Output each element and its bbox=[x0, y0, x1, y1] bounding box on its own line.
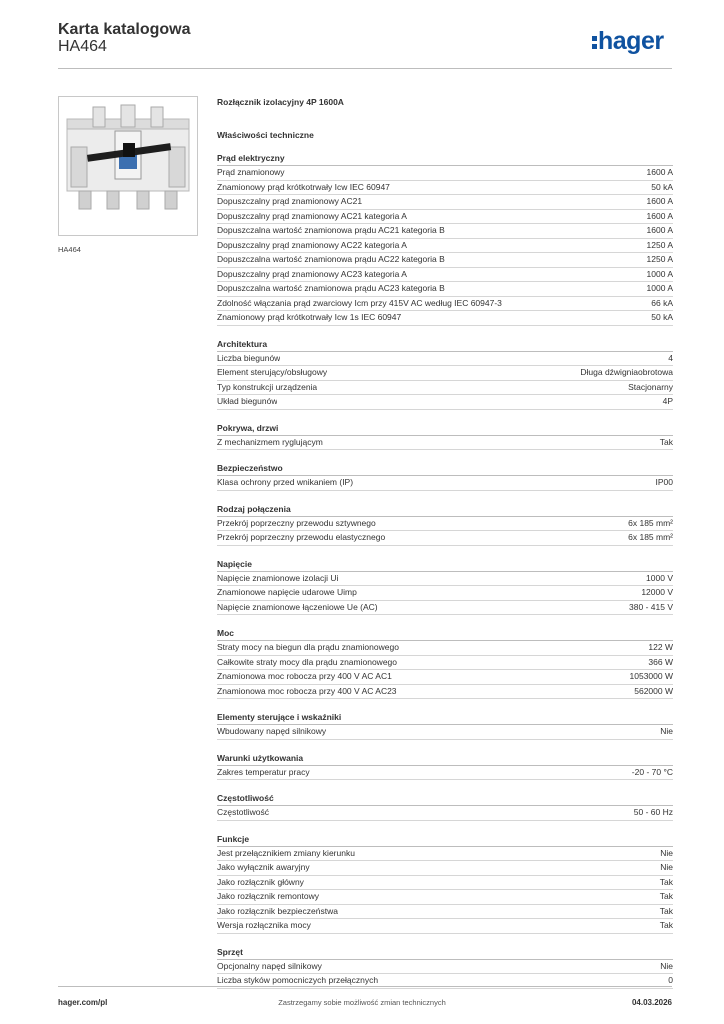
spec-row bbox=[217, 181, 673, 196]
spec-label: Straty mocy na biegun dla prądu znamionowego bbox=[217, 642, 399, 652]
spec-value: 1000 V bbox=[646, 572, 673, 583]
spec-row bbox=[217, 531, 673, 546]
spec-label: Jako rozłącznik główny bbox=[217, 876, 304, 887]
section-title: Rodzaj połączenia bbox=[217, 503, 673, 517]
spec-value: 50 kA bbox=[651, 181, 673, 192]
spec-section bbox=[217, 752, 673, 781]
spec-label: Jako rozłącznik remontowy bbox=[217, 891, 320, 901]
spec-label: Napięcie znamionowe izolacji Ui bbox=[217, 572, 339, 583]
spec-value: 1600 A bbox=[646, 167, 673, 177]
product-code: HA464 bbox=[58, 38, 107, 55]
spec-label: Znamionowy prąd krótkotrwały Icw IEC 60947 bbox=[217, 181, 390, 192]
spec-value: Tak bbox=[659, 920, 673, 930]
spec-value: 12000 V bbox=[641, 587, 673, 597]
spec-value: 0 bbox=[668, 975, 673, 985]
spec-value: 66 kA bbox=[651, 297, 673, 308]
logo-colon-icon bbox=[592, 33, 597, 52]
spec-row bbox=[217, 601, 673, 616]
spec-section bbox=[217, 627, 673, 699]
spec-value: 6x 185 mm² bbox=[628, 532, 673, 542]
spec-label: Jest przełącznikiem zmiany kierunku bbox=[217, 847, 355, 858]
spec-label: Całkowite straty mocy dla prądu znamionowego bbox=[217, 656, 398, 667]
product-image bbox=[58, 96, 198, 236]
spec-value: 4P bbox=[662, 396, 673, 406]
spec-section bbox=[217, 503, 673, 546]
spec-label: Dopuszczalny prąd znamionowy AC21 bbox=[217, 196, 363, 206]
spec-value: 380 - 415 V bbox=[629, 601, 673, 612]
spec-value: 1600 A bbox=[646, 210, 673, 221]
spec-row bbox=[217, 766, 673, 781]
spec-label: Typ konstrukcji urządzenia bbox=[217, 381, 318, 392]
spec-value: 1000 A bbox=[646, 283, 673, 293]
spec-value: Tak bbox=[659, 436, 673, 447]
spec-label: Częstotliwość bbox=[217, 807, 269, 817]
spec-row bbox=[217, 253, 673, 268]
section-title: Bezpieczeństwo bbox=[217, 462, 673, 476]
section-title: Moc bbox=[217, 627, 673, 641]
spec-value: 1600 A bbox=[646, 196, 673, 206]
spec-row bbox=[217, 847, 673, 862]
spec-label: Liczba styków pomocniczych przełącznych bbox=[217, 975, 379, 985]
section-title: Częstotliwość bbox=[217, 792, 673, 806]
spec-row bbox=[217, 352, 673, 367]
spec-label: Jako wyłącznik awaryjny bbox=[217, 862, 310, 872]
spec-row bbox=[217, 919, 673, 934]
spec-row bbox=[217, 366, 673, 381]
spec-row bbox=[217, 517, 673, 532]
spec-label: Klasa ochrony przed wnikaniem (IP) bbox=[217, 477, 354, 487]
spec-row bbox=[217, 656, 673, 671]
spec-row bbox=[217, 890, 673, 905]
section-title: Funkcje bbox=[217, 833, 673, 847]
spec-value: Tak bbox=[659, 891, 673, 901]
spec-label: Znamionowe napięcie udarowe Uimp bbox=[217, 587, 357, 597]
spec-value: Nie bbox=[660, 847, 673, 858]
section-title: Prąd elektryczny bbox=[217, 152, 673, 166]
spec-row bbox=[217, 224, 673, 239]
spec-value: 1000 A bbox=[646, 268, 673, 279]
spec-section bbox=[217, 558, 673, 616]
spec-value: Tak bbox=[659, 905, 673, 916]
spec-value: 6x 185 mm² bbox=[628, 517, 673, 528]
spec-row bbox=[217, 166, 673, 181]
spec-label: Wbudowany napęd silnikowy bbox=[217, 726, 327, 736]
spec-label: Z mechanizmem ryglującym bbox=[217, 436, 323, 447]
footer-website-link[interactable]: hager.com/pl bbox=[58, 998, 108, 1007]
section-title: Sprzęt bbox=[217, 946, 673, 960]
spec-row bbox=[217, 806, 673, 821]
spec-row bbox=[217, 476, 673, 491]
spec-value: Nie bbox=[660, 726, 673, 736]
spec-content bbox=[217, 96, 673, 989]
spec-sections bbox=[217, 152, 673, 989]
spec-label: Przekrój poprzeczny przewodu sztywnego bbox=[217, 517, 376, 528]
spec-label: Jako rozłącznik bezpieczeństwa bbox=[217, 905, 338, 916]
image-caption: HA464 bbox=[58, 245, 81, 254]
spec-label: Liczba biegunów bbox=[217, 352, 281, 363]
spec-row bbox=[217, 210, 673, 225]
spec-label: Napięcie znamionowe łączeniowe Ue (AC) bbox=[217, 601, 378, 612]
spec-label: Dopuszczalna wartość znamionowa prądu AC22 kategoria B bbox=[217, 254, 445, 264]
spec-section bbox=[217, 152, 673, 326]
spec-label: Dopuszczalna wartość znamionowa prądu AC21 kategoria B bbox=[217, 225, 445, 235]
section-title: Napięcie bbox=[217, 558, 673, 572]
spec-value: 1053000 W bbox=[629, 671, 673, 681]
spec-value: 562000 W bbox=[634, 685, 673, 696]
logo-text: hager bbox=[598, 27, 664, 55]
spec-value: 50 - 60 Hz bbox=[633, 807, 673, 817]
spec-label: Opcjonalny napęd silnikowy bbox=[217, 960, 322, 971]
spec-section bbox=[217, 422, 673, 451]
spec-value: Tak bbox=[659, 876, 673, 887]
spec-label: Dopuszczalny prąd znamionowy AC23 kategoria A bbox=[217, 268, 407, 279]
product-title: Rozłącznik izolacyjny 4P 1600A bbox=[217, 97, 344, 107]
section-title: Elementy sterujące i wskaźniki bbox=[217, 711, 673, 725]
spec-label: Znamionowy prąd krótkotrwały Icw 1s IEC 60947 bbox=[217, 312, 402, 322]
spec-row bbox=[217, 685, 673, 700]
spec-row bbox=[217, 572, 673, 587]
footer-disclaimer: Zastrzegamy sobie możliwość zmian technicznych bbox=[278, 998, 446, 1007]
spec-label: Zakres temperatur pracy bbox=[217, 766, 310, 777]
spec-row bbox=[217, 195, 673, 210]
switch-disconnector-illustration bbox=[59, 97, 197, 235]
spec-value: Długa dźwigniaobrotowa bbox=[580, 367, 673, 377]
footer-divider bbox=[58, 986, 672, 987]
spec-section bbox=[217, 833, 673, 934]
spec-value: IP00 bbox=[655, 477, 673, 487]
spec-label: Prąd znamionowy bbox=[217, 167, 285, 177]
spec-value: 4 bbox=[668, 352, 673, 363]
spec-label: Zdolność włączania prąd zwarciowy Icm przy 415V AC według IEC 60947-3 bbox=[217, 297, 502, 308]
section-title: Warunki użytkowania bbox=[217, 752, 673, 766]
spec-label: Znamionowa moc robocza przy 400 V AC AC23 bbox=[217, 685, 397, 696]
footer-date: 04.03.2026 bbox=[631, 998, 672, 1007]
spec-section bbox=[217, 462, 673, 491]
spec-label: Przekrój poprzeczny przewodu elastycznego bbox=[217, 532, 386, 542]
document-title: Karta katalogowa bbox=[58, 21, 191, 38]
header-divider bbox=[58, 68, 672, 69]
spec-value: Nie bbox=[660, 960, 673, 971]
spec-row bbox=[217, 725, 673, 740]
spec-value: 122 W bbox=[648, 642, 673, 652]
spec-row bbox=[217, 239, 673, 254]
spec-row bbox=[217, 960, 673, 975]
spec-value: -20 - 70 °C bbox=[631, 766, 673, 777]
spec-row bbox=[217, 311, 673, 326]
spec-row bbox=[217, 436, 673, 451]
spec-label: Układ biegunów bbox=[217, 396, 278, 406]
technical-properties-heading: Właściwości techniczne bbox=[217, 130, 314, 140]
spec-row bbox=[217, 905, 673, 920]
spec-row bbox=[217, 268, 673, 283]
spec-row bbox=[217, 381, 673, 396]
spec-value: 366 W bbox=[648, 656, 673, 667]
hager-logo bbox=[592, 27, 664, 56]
spec-value: Stacjonarny bbox=[628, 381, 673, 392]
spec-label: Dopuszczalna wartość znamionowa prądu AC23 kategoria B bbox=[217, 283, 445, 293]
spec-value: 1250 A bbox=[646, 239, 673, 250]
spec-value: 1250 A bbox=[646, 254, 673, 264]
spec-label: Dopuszczalny prąd znamionowy AC21 kategoria A bbox=[217, 210, 407, 221]
spec-row bbox=[217, 395, 673, 410]
spec-row bbox=[217, 670, 673, 685]
spec-row bbox=[217, 586, 673, 601]
spec-row bbox=[217, 876, 673, 891]
spec-section bbox=[217, 792, 673, 821]
spec-row bbox=[217, 861, 673, 876]
spec-label: Dopuszczalny prąd znamionowy AC22 kategoria A bbox=[217, 239, 407, 250]
spec-value: Nie bbox=[660, 862, 673, 872]
spec-label: Element sterujący/obsługowy bbox=[217, 367, 328, 377]
spec-row bbox=[217, 282, 673, 297]
spec-row bbox=[217, 641, 673, 656]
spec-label: Wersja rozłącznika mocy bbox=[217, 920, 311, 930]
spec-section bbox=[217, 338, 673, 410]
spec-value: 50 kA bbox=[651, 312, 673, 322]
spec-section bbox=[217, 711, 673, 740]
section-title: Architektura bbox=[217, 338, 673, 352]
spec-section bbox=[217, 946, 673, 989]
spec-value: 1600 A bbox=[646, 225, 673, 235]
section-title: Pokrywa, drzwi bbox=[217, 422, 673, 436]
spec-row bbox=[217, 297, 673, 312]
spec-label: Znamionowa moc robocza przy 400 V AC AC1 bbox=[217, 671, 392, 681]
